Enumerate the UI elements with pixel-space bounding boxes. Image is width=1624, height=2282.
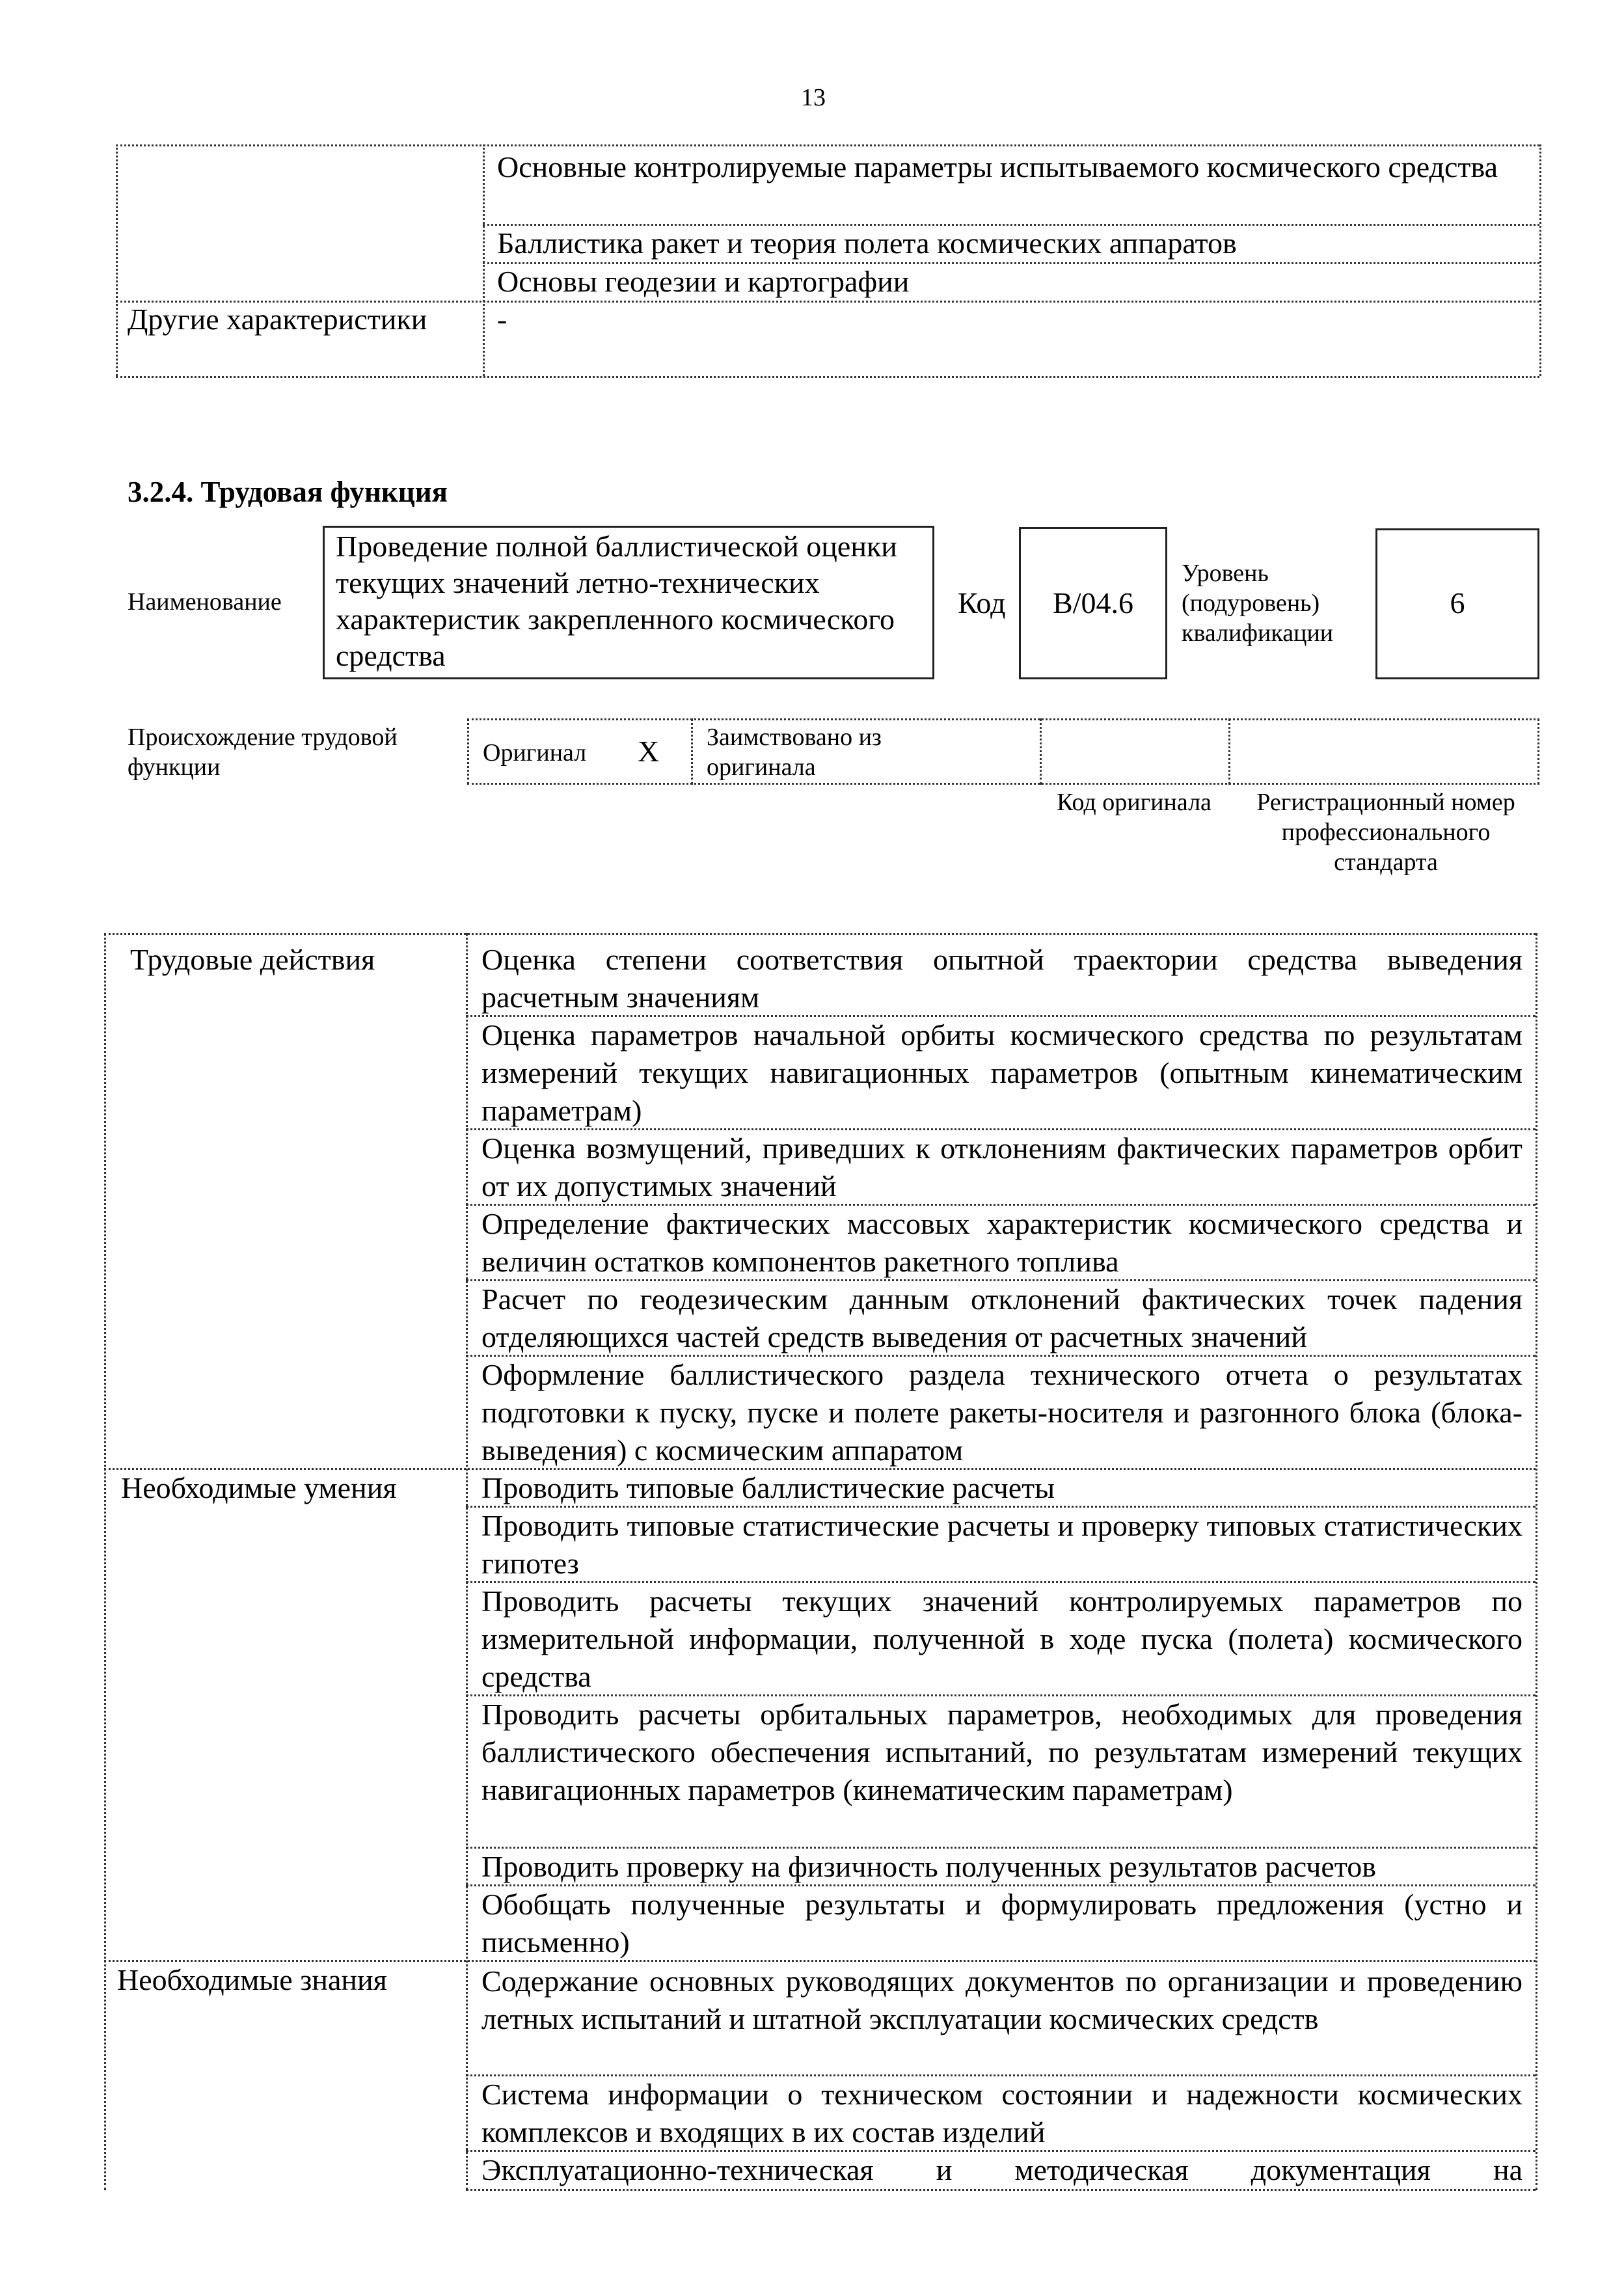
original-label: Оригинал — [483, 739, 587, 767]
original-code-caption: Код оригинала — [1057, 789, 1211, 816]
action-item: Оценка параметров начальной орбиты космического средства по результатам измерений текущих навигационных параметров (опытным кинематическим параметрам) — [481, 1018, 1522, 1127]
action-item: Оценка возмущений, приведших к отклонениям фактических параметров орбит от их допустимых значений — [481, 1132, 1522, 1202]
name-value: Проведение полной баллистической оценки текущих значений летно-технических характеристик закрепленного космического средства — [336, 530, 897, 672]
origin-table — [467, 718, 1539, 785]
original-mark: X — [638, 735, 660, 768]
action-item: Определение фактических массовых характеристик космического средства и величин остатков компонентов ракетного топлива — [481, 1207, 1522, 1278]
top-table-row: Баллистика ракет и теория полета космических аппаратов — [497, 226, 1237, 260]
action-item: Расчет по геодезическим данным отклонений фактических точек падения отделяющихся частей средств выведения от расчетных значений — [481, 1283, 1522, 1353]
borrowed-label: Заимствовано из оригинала — [707, 724, 882, 781]
level-value: 6 — [1450, 586, 1465, 619]
skill-item: Проводить типовые статистические расчеты и проверку типовых статистических гипотез — [481, 1509, 1522, 1580]
name-label: Наименование — [128, 588, 282, 616]
knowledge-label: Необходимые знания — [117, 1963, 387, 1996]
other-characteristics-label: Другие характеристики — [128, 303, 427, 336]
knowledge-item: Система информации о техническом состоянии и надежности космических комплексов и входящих в их состав изделий — [481, 2078, 1522, 2149]
code-label: Код — [958, 586, 1006, 619]
action-item: Оценка степени соответствия опытной траектории средства выведения расчетным значениям — [481, 943, 1522, 1014]
section-title: 3.2.4. Трудовая функция — [128, 476, 448, 508]
knowledge-item: Содержание основных руководящих документов по организации и проведению летных испытаний и штатной эксплуатации космических средств — [481, 1964, 1522, 2035]
top-table-row: Основы геодезии и картографии — [497, 265, 910, 298]
level-label: Уровень (подуровень) квалификации — [1182, 560, 1334, 647]
skills-label: Необходимые умения — [121, 1471, 397, 1504]
code-value: B/04.6 — [1053, 586, 1133, 619]
skill-item: Проводить типовые баллистические расчеты — [481, 1471, 1055, 1504]
page-number: 13 — [801, 84, 826, 111]
top-table-row: Основные контролируемые параметры испытываемого космического средства — [497, 150, 1498, 183]
origin-label: Происхождение трудовой функции — [128, 724, 398, 781]
skill-item: Проводить расчеты орбитальных параметров, необходимых для проведения баллистического обеспечения испытаний, по результатам измерений текущих навигационных параметров (кинематическим параметрам) — [481, 1698, 1522, 1806]
skill-item: Обобщать полученные результаты и формулировать предложения (устно и письменно) — [481, 1888, 1522, 1959]
other-characteristics-value: - — [497, 303, 508, 336]
action-item: Оформление баллистического раздела технического отчета о результатах подготовки к пуску, пуске и полете ракеты-носителя и разгонного блока (блока-выведения) с космическим аппаратом — [481, 1358, 1522, 1467]
knowledge-item: Эксплуатационно-техническая и методическая документация на — [481, 2153, 1522, 2186]
skill-item: Проводить расчеты текущих значений контролируемых параметров по измерительной информации, полученной в ходе пуска (полета) космического средства — [481, 1584, 1522, 1693]
registration-number-caption: Регистрационный номер профессионального стандарта — [1256, 789, 1515, 876]
skill-item: Проводить проверку на физичность полученных результатов расчетов — [481, 1850, 1377, 1883]
actions-label: Трудовые действия — [130, 943, 375, 976]
